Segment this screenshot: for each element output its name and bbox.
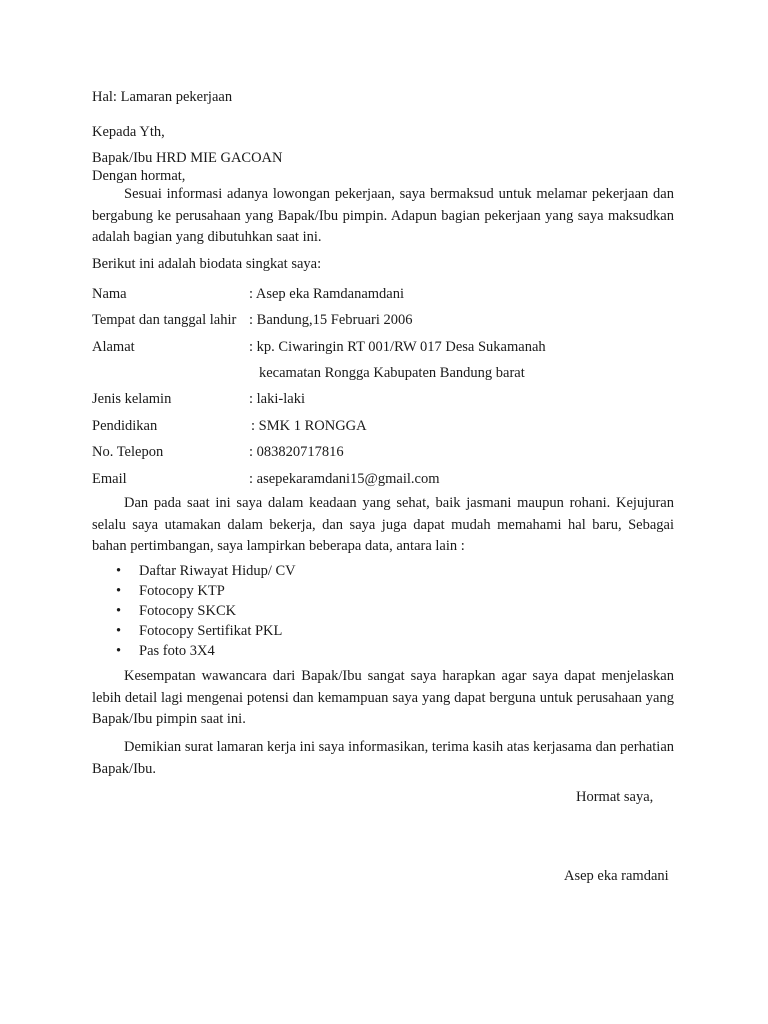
closing-paragraph-text: Demikian surat lamaran kerja ini saya informasikan, terima kasih atas kerjasama dan perhatian Bapak/Ibu. <box>92 739 674 777</box>
list-item-text: Pas foto 3X4 <box>139 643 215 659</box>
biodata-label: Email <box>92 471 127 487</box>
bullet-icon: • <box>116 603 122 619</box>
bullet-icon: • <box>116 643 122 659</box>
bullet-icon: • <box>116 583 122 599</box>
biodata-row-birth <box>92 310 674 330</box>
interview-paragraph-text: Kesempatan wawancara dari Bapak/Ibu sangat saya harapkan agar saya dapat menjelaskan lebih detail lagi mengenai potensi dan kemampuan saya yang dapat berguna untuk perusahaan yang Bapak/Ibu pimpin saat ini. <box>92 668 674 727</box>
biodata-label: Jenis kelamin <box>92 391 172 407</box>
bullet-icon: • <box>116 563 122 579</box>
biodata-row-education <box>92 416 674 436</box>
letter-subject: Hal: Lamaran pekerjaan <box>92 89 233 105</box>
intro-paragraph <box>92 184 674 249</box>
closing-phrase: Hormat saya, <box>576 789 654 805</box>
biodata-value: : asepekaramdani15@gmail.com <box>249 471 440 487</box>
biodata-value: : Bandung,15 Februari 2006 <box>249 312 413 328</box>
biodata-value: : kp. Ciwaringin RT 001/RW 017 Desa Sukamanah <box>249 339 546 355</box>
biodata-label: Tempat dan tanggal lahir <box>92 312 237 328</box>
biodata-value: : 083820717816 <box>249 444 344 460</box>
biodata-value: : laki-laki <box>249 391 305 407</box>
recipient-greeting: Kepada Yth, <box>92 124 165 140</box>
intro-paragraph-text: Sesuai informasi adanya lowongan pekerjaan, saya bermaksud untuk melamar pekerjaan dan bergabung ke perusahaan yang Bapak/Ibu pimpin. Adapun bagian pekerjaan yang saya maksudkan adalah bagian yang dibutuhkan saat ini. <box>92 186 674 245</box>
biodata-label: Alamat <box>92 339 135 355</box>
closing-paragraph <box>92 737 674 780</box>
biodata-value: : SMK 1 RONGGA <box>251 418 367 434</box>
list-item-text: Fotocopy KTP <box>139 583 225 599</box>
interview-paragraph <box>92 666 674 731</box>
address-continuation: kecamatan Rongga Kabupaten Bandung barat <box>259 365 525 381</box>
biodata-row-address <box>92 337 674 357</box>
bullet-icon: • <box>116 623 122 639</box>
biodata-row-email <box>92 469 674 489</box>
biodata-label: Pendidikan <box>92 418 158 434</box>
biodata-row-name <box>92 284 674 304</box>
biodata-row-phone <box>92 442 674 462</box>
biodata-value: : Asep eka Ramdanamdani <box>249 286 405 302</box>
health-paragraph-text: Dan pada saat ini saya dalam keadaan yang sehat, baik jasmani maupun rohani. Kejujuran selalu saya utamakan dalam bekerja, dan saya juga dapat mudah memahami hal baru, Sebagai bahan pertimbangan, saya lampirkan beberapa data, antara lain : <box>92 495 674 554</box>
biodata-label: No. Telepon <box>92 444 164 460</box>
signature-name: Asep eka ramdani <box>564 868 669 884</box>
biodata-label: Nama <box>92 286 127 302</box>
biodata-intro: Berikut ini adalah biodata singkat saya: <box>92 256 322 272</box>
salutation: Dengan hormat, <box>92 168 186 184</box>
list-item-text: Daftar Riwayat Hidup/ CV <box>139 563 296 579</box>
recipient-name: Bapak/Ibu HRD MIE GACOAN <box>92 150 283 166</box>
list-item-text: Fotocopy SKCK <box>139 603 237 619</box>
biodata-row-gender <box>92 389 674 409</box>
list-item-text: Fotocopy Sertifikat PKL <box>139 623 283 639</box>
health-paragraph <box>92 493 674 558</box>
